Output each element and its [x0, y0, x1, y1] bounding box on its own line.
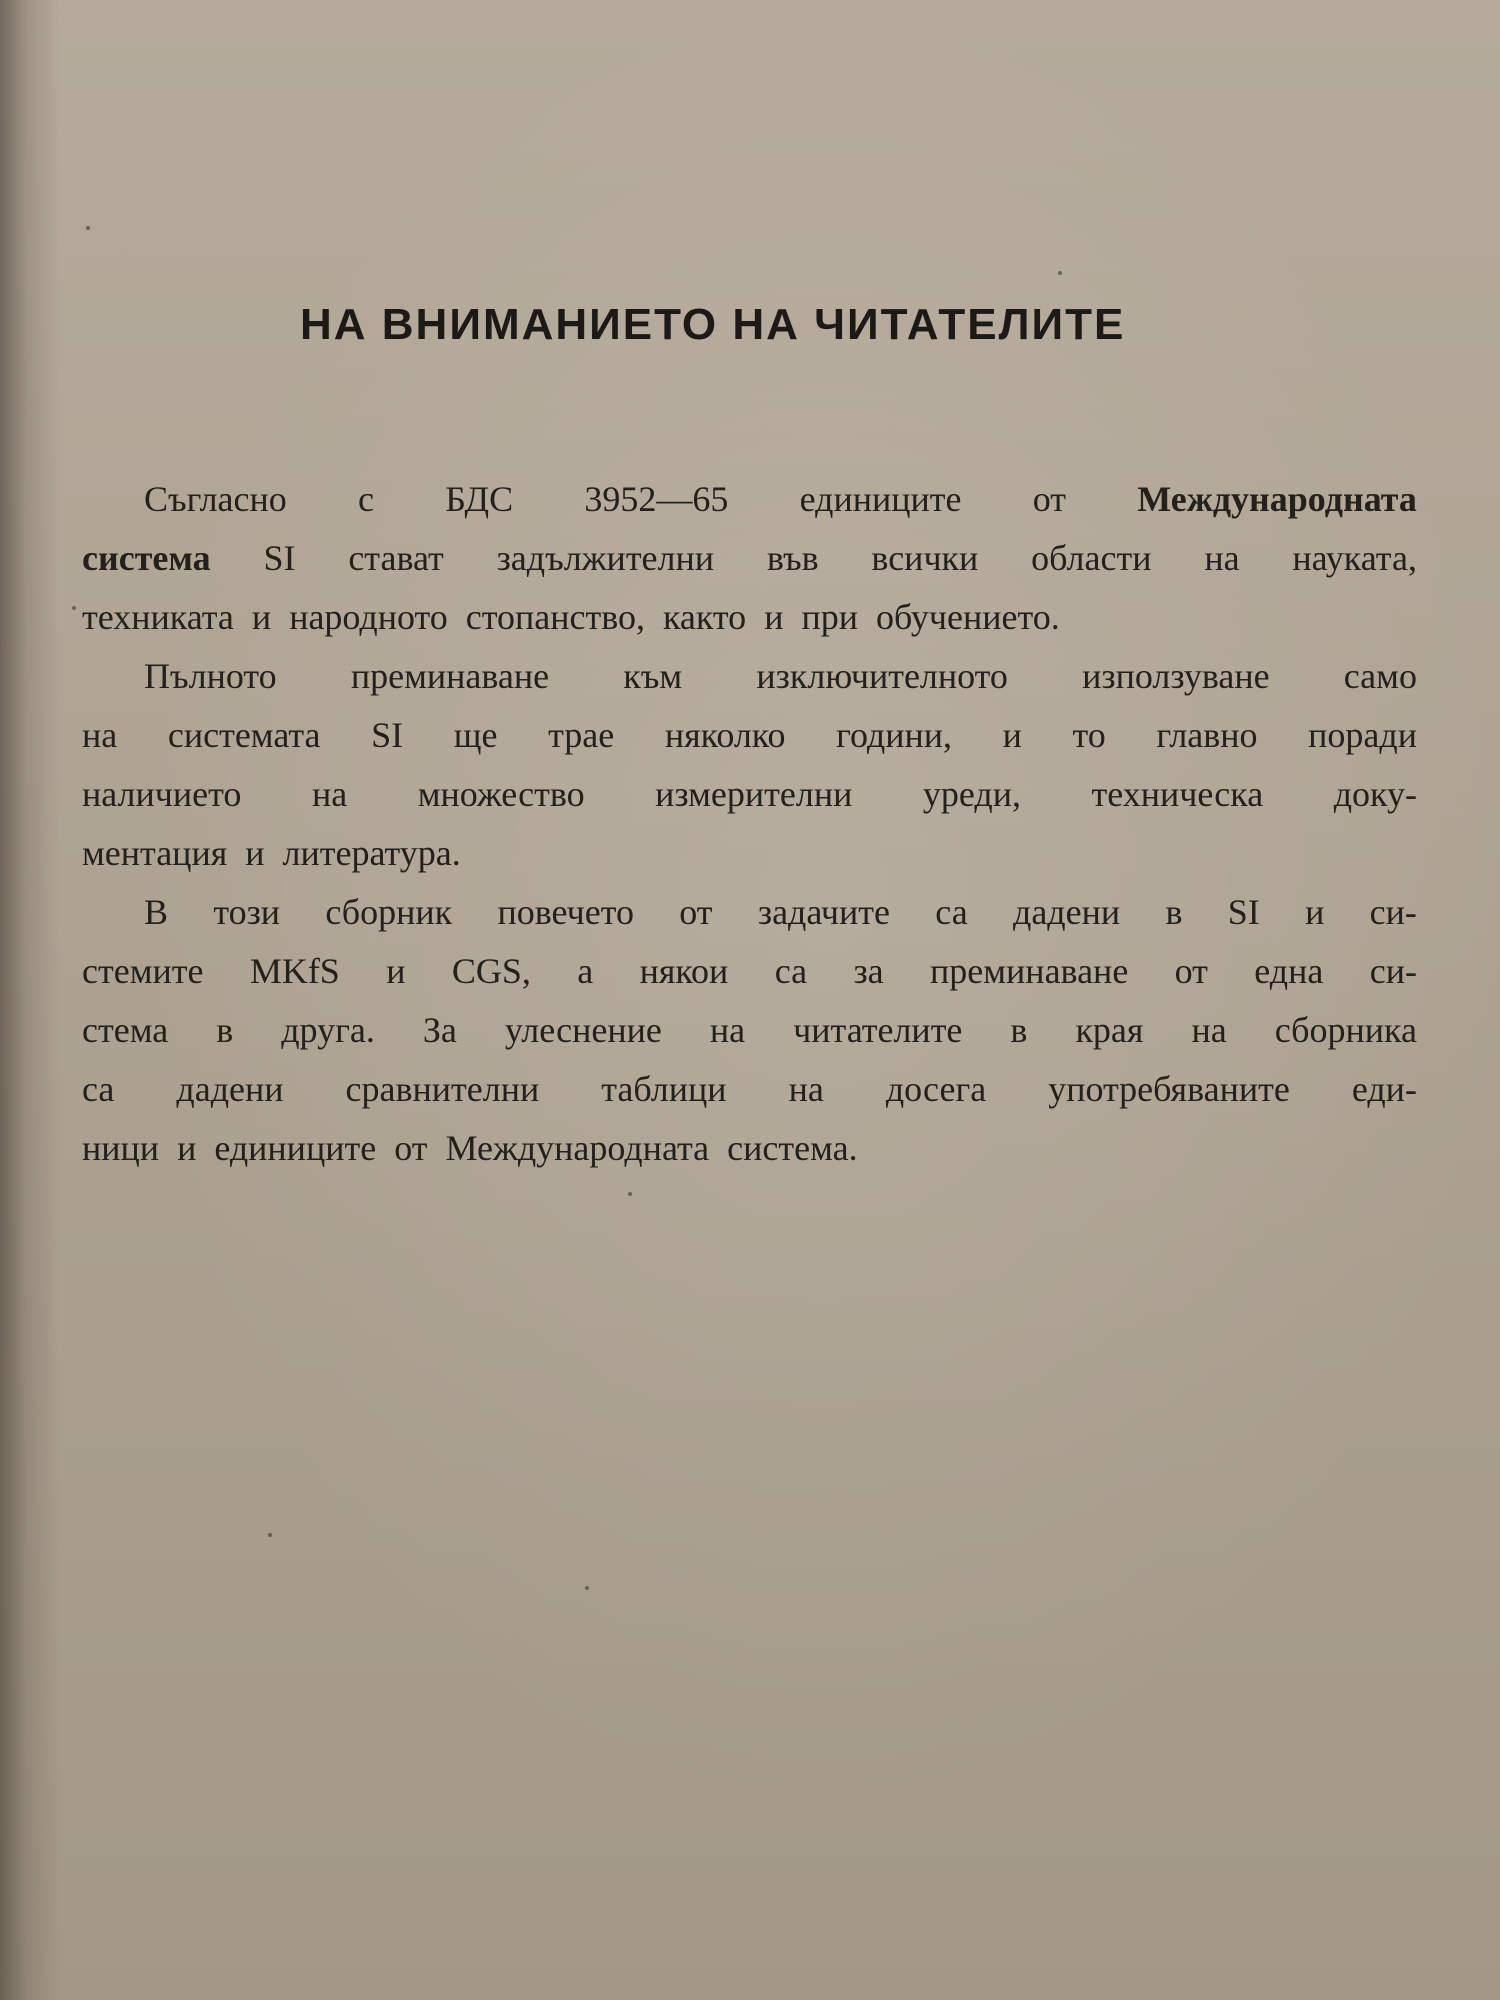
word: SI [371, 715, 404, 755]
word: и [386, 951, 406, 991]
text-line [82, 1060, 1417, 1119]
word: за [853, 951, 884, 991]
word: на [1204, 538, 1240, 578]
word: от [1032, 479, 1066, 519]
text-line [82, 942, 1417, 1001]
word: техниката [82, 597, 234, 637]
word: използуване [1082, 656, 1270, 696]
text-line [82, 470, 1417, 529]
word: няколко [664, 715, 786, 755]
word: в [216, 1010, 234, 1050]
paragraph [82, 647, 1417, 883]
word: За [422, 1010, 457, 1050]
spine-shadow [0, 0, 60, 2000]
word: литература. [282, 833, 461, 873]
word: повечето [497, 892, 634, 932]
paper-speck [1058, 271, 1062, 275]
word: от [1174, 951, 1208, 991]
word: главно [1156, 715, 1258, 755]
paper-speck [585, 1586, 589, 1590]
word: то [1072, 715, 1106, 755]
text-line [82, 647, 1417, 706]
word: сборника [1274, 1010, 1417, 1050]
word: и [1002, 715, 1022, 755]
word: стемите [82, 951, 204, 991]
word: на [311, 774, 348, 814]
word: са [935, 892, 968, 932]
word: са [774, 951, 808, 991]
word: БДС [445, 479, 514, 519]
word: и [245, 833, 265, 873]
word: си- [1369, 951, 1417, 991]
word: както [662, 597, 747, 637]
word: с [358, 479, 374, 519]
paper-speck [268, 1533, 272, 1537]
word: при [801, 597, 858, 637]
paper-speck [628, 1192, 632, 1196]
paper-speck [86, 226, 90, 230]
text-line [82, 706, 1417, 765]
text-line [82, 883, 1417, 942]
word: са [82, 1069, 115, 1109]
text-line [82, 765, 1417, 824]
word: уреди, [922, 774, 1021, 814]
word: еди- [1351, 1069, 1417, 1109]
word: система [82, 538, 211, 578]
page-title: НА ВНИМАНИЕТО НА ЧИТАТЕЛИТЕ [300, 300, 1126, 349]
body-text [82, 470, 1417, 1178]
word: CGS, [451, 951, 531, 991]
word: и [177, 1128, 197, 1168]
word: Международната [445, 1128, 710, 1168]
paragraph [82, 470, 1417, 647]
word: и [1305, 892, 1325, 932]
word: в [1010, 1010, 1028, 1050]
word: ници [82, 1128, 160, 1168]
word: читателите [793, 1010, 963, 1050]
word: от [394, 1128, 428, 1168]
word: В [144, 892, 169, 932]
word: на [1191, 1010, 1227, 1050]
word: поради [1308, 715, 1417, 755]
word: на [82, 715, 118, 755]
word: ще [453, 715, 498, 755]
word: области [1031, 538, 1152, 578]
word: от [679, 892, 713, 932]
text-line [82, 1001, 1417, 1060]
paper-speck [72, 606, 76, 610]
word: SI [263, 538, 296, 578]
word: стопанство, [465, 597, 645, 637]
word: множество [417, 774, 585, 814]
word: стема [82, 1010, 169, 1050]
word: дадени [1013, 892, 1121, 932]
word: задачите [757, 892, 890, 932]
word: само [1343, 656, 1417, 696]
word: преминаване [930, 951, 1129, 991]
word: във [766, 538, 819, 578]
text-line [82, 824, 1417, 883]
word: SI [1227, 892, 1260, 932]
word: MKfS [249, 951, 340, 991]
word: стават [348, 538, 444, 578]
text-line [82, 588, 1417, 647]
word: към [623, 656, 683, 696]
word: измерителни [655, 774, 853, 814]
text-line [82, 529, 1417, 588]
word: таблици [601, 1069, 727, 1109]
word: и [764, 597, 784, 637]
text-line [82, 1119, 1417, 1178]
paragraph [82, 883, 1417, 1178]
word: а [577, 951, 594, 991]
word: някои [639, 951, 729, 991]
word: на [788, 1069, 824, 1109]
word: на [709, 1010, 746, 1050]
word: употребяваните [1048, 1069, 1290, 1109]
word: сравнителни [345, 1069, 540, 1109]
word: всички [871, 538, 979, 578]
word: досега [885, 1069, 987, 1109]
word: си- [1369, 892, 1417, 932]
word: Пълното [144, 656, 277, 696]
word: 3952—65 [584, 479, 729, 519]
word: ментация [82, 833, 228, 873]
word: наличието [82, 774, 242, 814]
word: обучението. [875, 597, 1060, 637]
word: преминаване [350, 656, 550, 696]
word: трае [548, 715, 615, 755]
word: науката, [1292, 538, 1417, 578]
word: изключителното [756, 656, 1008, 696]
word: системата [167, 715, 321, 755]
word: задължителни [496, 538, 715, 578]
word: система. [727, 1128, 858, 1168]
word: дадени [176, 1069, 284, 1109]
word: техническа [1091, 774, 1264, 814]
word: народното [289, 597, 448, 637]
word: години, [836, 715, 953, 755]
word: единиците [799, 479, 962, 519]
word: една [1254, 951, 1324, 991]
word: сборник [325, 892, 453, 932]
word: края [1075, 1010, 1144, 1050]
word: единиците [214, 1128, 377, 1168]
word: Международната [1137, 479, 1417, 519]
word: улеснение [504, 1010, 662, 1050]
word: този [213, 892, 281, 932]
word: Съгласно [144, 479, 287, 519]
word: доку- [1333, 774, 1417, 814]
word: в [1165, 892, 1183, 932]
word: друга. [281, 1010, 375, 1050]
word: и [251, 597, 272, 637]
